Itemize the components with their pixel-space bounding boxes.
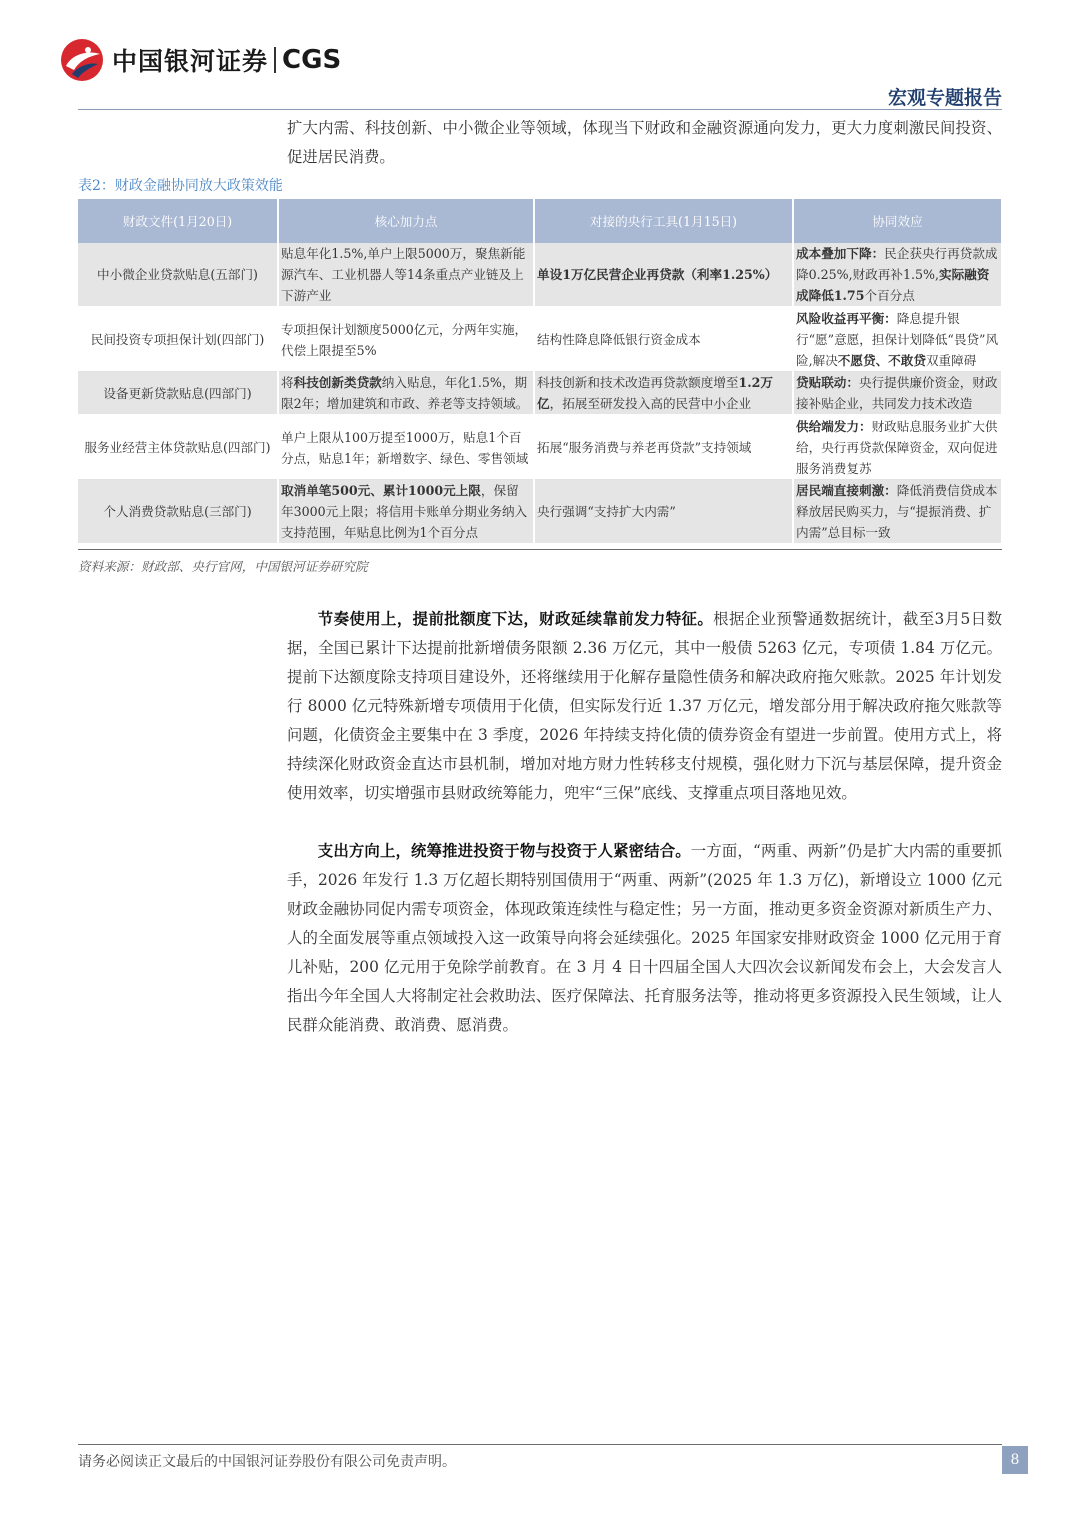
- measure-text: 将: [281, 375, 294, 390]
- paragraph-lead: 节奏使用上，提前批额度下达，财政延续靠前发力特征。: [317, 610, 714, 628]
- synergy-emphasis: 不愿贷、不敢贷: [837, 353, 926, 368]
- paragraph-lead: 支出方向上，统筹推进投资于物与投资于人紧密结合。: [317, 842, 691, 860]
- column-header: 对接的央行工具(1月15日): [534, 199, 793, 243]
- synergy-text: 财政贴息服务业扩大供给，央行再贷款保障资金，双向促进服务消费复苏: [796, 419, 998, 476]
- core-measure-cell: 专项担保计划额度5000亿元，分两年实施，代偿上限提至5%: [278, 307, 534, 372]
- report-type: 宏观专题报告: [887, 87, 1002, 109]
- table-row: [78, 372, 1002, 416]
- table-row: [78, 307, 1002, 372]
- synergy-cell: [793, 243, 1002, 307]
- central-bank-tool-cell: 拓展“服务消费与养老再贷款”支持领域: [534, 415, 793, 480]
- core-measure-cell: [278, 372, 534, 416]
- synergy-text: 央行提供廉价资金，财政接补贴企业，共同发力技术改造: [796, 375, 998, 411]
- paragraph-text: 一方面，“两重、两新”仍是扩大内需的重要抓手，2026 年发行 1.3 万亿超长期特别国债用于“两重、两新”(2025 年 1.3 万亿)，新增设立 1000 亿元财政金融协同促内需专项资金，体现政策连续性与稳定性；另一方面，推动更多资金资源对新质生产力、人的全面发展等重点领域投入这一政策导向将会延续强化。2025 年国家安排财政资金 1000 亿元用于育儿补贴，200 亿元用于免除学前教育。在 3 月 4 日十四届全国人大四次会议新闻发布会上，大会发言人指出今年全国人大将制定社会救助法、医疗保障法、托育服务法等，推动将更多资源投入民生领域，让人民群众能消费、敢消费、愿消费。: [287, 842, 1002, 1034]
- column-header: 协同效应: [793, 199, 1002, 243]
- footer-divider: [78, 1444, 1002, 1445]
- core-measure-cell: 单户上限从100万提至1000万，贴息1个百分点，贴息1年；新增数字、绿色、零售领域: [278, 415, 534, 480]
- synergy-emphasis: 实际融资成降低1.75: [796, 267, 990, 303]
- table-caption: 表2：财政金融协同放大政策效能: [78, 178, 283, 194]
- table-row: [78, 243, 1002, 307]
- table-row: [78, 415, 1002, 480]
- core-measure-cell: [278, 480, 534, 545]
- central-bank-tool-cell: 单设1万亿民营企业再贷款（利率1.25%）: [534, 243, 793, 307]
- logo-divider: [274, 47, 276, 73]
- measure-emphasis: 科技创新类贷款: [293, 375, 382, 390]
- central-bank-tool-cell: 央行强调“支持扩大内需”: [534, 480, 793, 545]
- synergy-cell: [793, 480, 1002, 545]
- synergy-lead: 贷贴联动：: [796, 375, 859, 390]
- fiscal-document-cell: 中小微企业贷款贴息(五部门): [78, 243, 278, 307]
- synergy-lead: 成本叠加下降：: [796, 246, 885, 261]
- synergy-text: 个百分点: [864, 288, 915, 303]
- measure-text: 纳入贴息，年化1.5%，期限2年；增加建筑和市政、养老等支持领域。: [281, 375, 529, 411]
- synergy-cell: [793, 415, 1002, 480]
- policy-table: [78, 199, 1003, 545]
- intro-paragraph: 扩大内需、科技创新、中小微企业等领域，体现当下财政和金融资源通向发力，更大力度刺激民间投资、促进居民消费。: [287, 119, 1002, 166]
- footer-disclaimer: 请务必阅读正文最后的中国银河证券股份有限公司免责声明。: [78, 1454, 456, 1470]
- tool-emphasis: 1.2万亿: [537, 375, 774, 411]
- synergy-cell: [793, 307, 1002, 372]
- fiscal-document-cell: 服务业经营主体贷款贴息(四部门): [78, 415, 278, 480]
- synergy-text: 民企获央行再贷款成降0.25%,财政再补1.5%,: [796, 246, 998, 282]
- tool-text: 科技创新和技术改造再贷款额度增至: [537, 375, 739, 390]
- logo-english-name: CGS: [282, 45, 342, 75]
- measure-emphasis: 取消单笔500元、累计1000元上限: [281, 483, 481, 498]
- cgs-logo: [58, 36, 341, 84]
- body-paragraph-1: [287, 605, 1002, 808]
- cgs-logo-icon: [58, 36, 106, 84]
- core-measure-cell: 贴息年化1.5%,单户上限5000万，聚焦新能源汽车、工业机器人等14条重点产业链及上下游产业: [278, 243, 534, 307]
- synergy-text: 降息提升银行“愿”意愿，担保计划降低“畏贷”风险,解决: [796, 311, 999, 368]
- fiscal-document-cell: 设备更新贷款贴息(四部门): [78, 372, 278, 416]
- synergy-text: 降低消费信贷成本释放居民购买力，与“提振消费、扩内需”总目标一致: [796, 483, 998, 540]
- column-header: 核心加力点: [278, 199, 534, 243]
- column-header: 财政文件(1月20日): [78, 199, 278, 243]
- paragraph-text: 根据企业预警通数据统计，截至3月5日数据，全国已累计下达提前批新增债务限额 2.36 万亿元，其中一般债 5263 亿元，专项债 1.84 万亿元。提前下达额度除支持项目建设外，还将继续用于化解存量隐性债务和解决政府拖欠账款。2025 年计划发行 8000 亿元特殊新增专项债用于化债，但实际发行近 1.37 万亿元，增发部分用于解决政府拖欠账款等问题，化债资金主要集中在 3 季度，2026 年持续支持化债的债券资金有望进一步前置。使用方式上，将持续深化财政资金直达市县机制，增加对地方财力性转移支付规模，强化财力下沉与基层保障，提升资金使用效率，切实增强市县财政统筹能力，兜牢“三保”底线、支撑重点项目落地见效。: [287, 610, 1002, 802]
- synergy-lead: 居民端直接刺激：: [796, 483, 897, 498]
- body-paragraph-2: [287, 837, 1002, 1040]
- source-divider: [78, 549, 1002, 550]
- fiscal-document-cell: 个人消费贷款贴息(三部门): [78, 480, 278, 545]
- header-divider: [78, 109, 1002, 110]
- synergy-lead: 风险收益再平衡：: [796, 311, 897, 326]
- central-bank-tool-cell: 结构性降息降低银行资金成本: [534, 307, 793, 372]
- tool-text: ，拓展至研发投入高的民营中小企业: [549, 396, 752, 411]
- table-header-row: [78, 199, 1002, 243]
- central-bank-tool-cell: [534, 372, 793, 416]
- page-header: [0, 0, 1080, 115]
- synergy-text: 双重障碍: [925, 353, 977, 368]
- synergy-lead: 供给端发力：: [796, 419, 872, 434]
- page-number: 8: [1002, 1446, 1028, 1474]
- fiscal-document-cell: 民间投资专项担保计划(四部门): [78, 307, 278, 372]
- measure-text: ，保留年3000元上限；将信用卡账单分期业务纳入支持范围，年贴息比例为1个百分点: [281, 483, 528, 540]
- table-row: [78, 480, 1002, 545]
- synergy-cell: [793, 372, 1002, 416]
- table-source: 资料来源：财政部、央行官网，中国银河证券研究院: [78, 559, 368, 574]
- logo-chinese-name: 中国银河证券: [112, 47, 269, 76]
